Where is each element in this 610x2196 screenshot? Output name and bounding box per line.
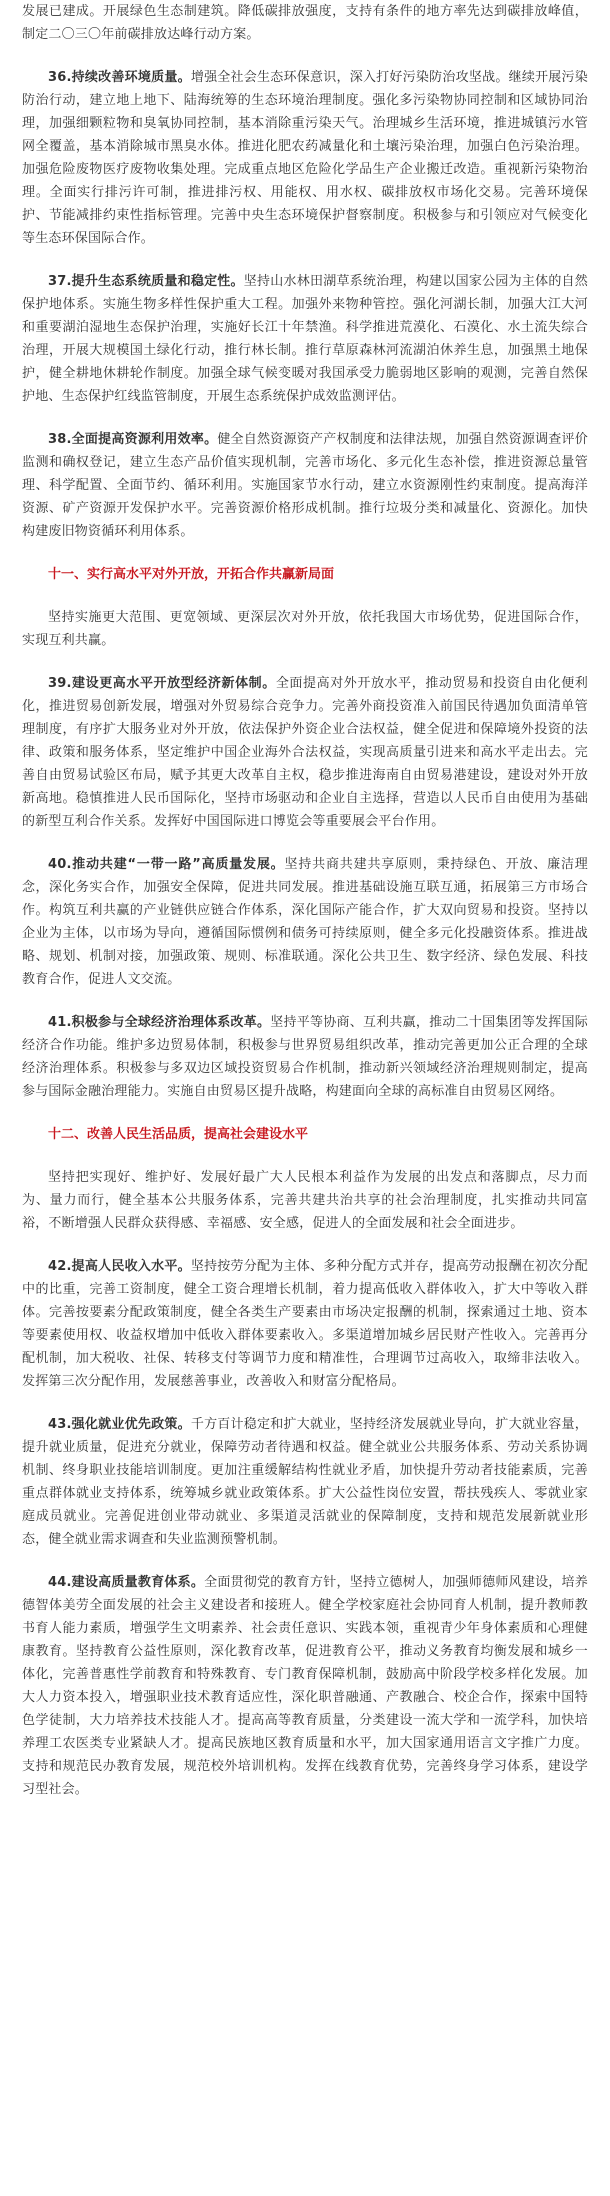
item-43-lead: 43.强化就业优先政策。 (48, 1417, 191, 1432)
item-36 (22, 66, 588, 250)
paragraph-gap (22, 1103, 588, 1123)
item-44-text: 全面贯彻党的教育方针，坚持立德树人，加强师德师风建设，培养德智体美劳全面发展的社会主义建设者和接班人。健全学校家庭社会协同育人机制，提升教师教书育人能力素质，增强学生文明素养、社会责任意识、实践本领，重视青少年身体素质和心理健康教育。坚持教育公益性原则，深化教育改革，促进教育公平，推动义务教育均衡发展和城乡一体化，完善普惠性学前教育和特殊教育、专门教育保障机制，鼓励高中阶段学校多样化发展。加大人力资本投入，增强职业技术教育适应性，深化职普融通、产教融合、校企合作，探索中国特色学徒制，大力培养技术技能人才。提高高等教育质量，分类建设一流大学和一流学科，加快培养理工农医类专业紧缺人才。提高民族地区教育质量和水平，加大国家通用语言文字推广力度。支持和规范民办教育发展，规范校外培训机构。发挥在线教育优势，完善终身学习体系，建设学习型社会。 (22, 1575, 588, 1797)
item-41-text: 坚持平等协商、互利共赢，推动二十国集团等发挥国际经济合作功能。维护多边贸易体制，积极参与世界贸易组织改革，推动完善更加公正合理的全球经济治理体系。积极参与多双边区域投资贸易合作机制，推动新兴领域经济治理规则制定，提高参与国际金融治理能力。实施自由贸易区提升战略，构建面向全球的高标准自由贸易区网络。 (22, 1015, 588, 1099)
item-44 (22, 1571, 588, 1801)
section-11-intro: 坚持实施更大范围、更宽领域、更深层次对外开放，依托我国大市场优势，促进国际合作，实现互利共赢。 (22, 610, 588, 648)
section-11-heading: 十一、实行高水平对外开放，开拓合作共赢新局面 (48, 567, 335, 582)
item-43 (22, 1413, 588, 1551)
item-37-text: 坚持山水林田湖草系统治理，构建以国家公园为主体的自然保护地体系。实施生物多样性保护重大工程。加强外来物种管控。强化河湖长制，加强大江大河和重要湖泊湿地生态保护治理，实施好长江十年禁渔。科学推进荒漠化、石漠化、水土流失综合治理，开展大规模国土绿化行动，推行林长制。推行草原森林河流湖泊休养生息，加强黑土地保护，健全耕地休耕轮作制度。加强全球气候变暖对我国承受力脆弱地区影响的观测，完善自然保护地、生态保护红线监管制度，开展生态系统保护成效监测评估。 (22, 274, 588, 404)
paragraph-gap (22, 991, 588, 1011)
item-44-lead: 44.建设高质量教育体系。 (48, 1575, 205, 1590)
paragraph-gap (22, 652, 588, 672)
item-39-text: 全面提高对外开放水平，推动贸易和投资自由化便利化，推进贸易创新发展，增强对外贸易综合竞争力。完善外商投资准入前国民待遇加负面清单管理制度，有序扩大服务业对外开放，依法保护外资企业合法权益，健全促进和保障境外投资的法律、政策和服务体系，坚定维护中国企业海外合法权益，实现高质量引进来和高水平走出去。完善自由贸易试验区布局，赋予其更大改革自主权，稳步推进海南自由贸易港建设，建设对外开放新高地。稳慎推进人民币国际化，坚持市场驱动和企业自主选择，营造以人民币自由使用为基础的新型互利合作关系。发挥好中国国际进口博览会等重要展会平台作用。 (22, 676, 588, 829)
section-12-heading: 十二、改善人民生活品质，提高社会建设水平 (48, 1127, 309, 1142)
paragraph-gap (22, 250, 588, 270)
section-12-intro: 坚持把实现好、维护好、发展好最广大人民根本利益作为发展的出发点和落脚点，尽力而为、量力而行，健全基本公共服务体系，完善共建共治共享的社会治理制度，扎实推动共同富裕，不断增强人民群众获得感、幸福感、安全感，促进人的全面发展和社会全面进步。 (22, 1170, 588, 1231)
item-37-lead: 37.提升生态系统质量和稳定性。 (48, 274, 244, 289)
intro-fragment: 发展已建成。开展绿色生态制建筑。降低碳排放强度，支持有条件的地方率先达到碳排放峰值，制定二〇三〇年前碳排放达峰行动方案。 (22, 4, 588, 42)
item-39-lead: 39.建设更高水平开放型经济新体制。 (48, 676, 276, 691)
paragraph-gap (22, 833, 588, 853)
item-36-text: 增强全社会生态环保意识，深入打好污染防治攻坚战。继续开展污染防治行动，建立地上地下、陆海统筹的生态环境治理制度。强化多污染物协同控制和区域协同治理，加强细颗粒物和臭氧协同控制，基本消除重污染天气。治理城乡生活环境，推进城镇污水管网全覆盖，基本消除城市黑臭水体。推进化肥农药减量化和土壤污染治理，加强白色污染治理。加强危险废物医疗废物收集处理。完成重点地区危险化学品生产企业搬迁改造。重视新污染物治理。全面实行排污许可制，推进排污权、用能权、用水权、碳排放权市场化交易。完善环境保护、节能减排约束性指标管理。完善中央生态环境保护督察制度。积极参与和引领应对气候变化等生态环保国际合作。 (22, 70, 588, 246)
item-40 (22, 853, 588, 991)
item-36-lead: 36.持续改善环境质量。 (48, 70, 191, 85)
paragraph-gap (22, 46, 588, 66)
item-42-lead: 42.提高人民收入水平。 (48, 1259, 191, 1274)
paragraph-gap (22, 1551, 588, 1571)
item-37 (22, 270, 588, 408)
item-43-text: 千方百计稳定和扩大就业，坚持经济发展就业导向，扩大就业容量，提升就业质量，促进充分就业，保障劳动者待遇和权益。健全就业公共服务体系、劳动关系协调机制、终身职业技能培训制度。更加注重缓解结构性就业矛盾，加快提升劳动者技能素质，完善重点群体就业支持体系，统筹城乡就业政策体系。扩大公益性岗位安置，帮扶残疾人、零就业家庭成员就业。完善促进创业带动就业、多渠道灵活就业的保障制度，支持和规范发展新就业形态，健全就业需求调查和失业监测预警机制。 (22, 1417, 588, 1547)
item-41-lead: 41.积极参与全球经济治理体系改革。 (48, 1015, 271, 1030)
item-40-text: 坚持共商共建共享原则，秉持绿色、开放、廉洁理念，深化务实合作，加强安全保障，促进共同发展。推进基础设施互联互通，拓展第三方市场合作。构筑互利共赢的产业链供应链合作体系，深化国际产能合作，扩大双向贸易和投资。坚持以企业为主体，以市场为导向，遵循国际惯例和债务可持续原则，健全多元化投融资体系。推进战略、规划、机制对接，加强政策、规则、标准联通。深化公共卫生、数字经济、绿色发展、科技教育合作，促进人文交流。 (22, 857, 588, 987)
paragraph-gap (22, 543, 588, 563)
item-40-lead: 40.推动共建“一带一路”高质量发展。 (48, 857, 285, 872)
paragraph-gap (22, 1235, 588, 1255)
paragraph-gap (22, 408, 588, 428)
item-42 (22, 1255, 588, 1393)
paragraph-gap (22, 1393, 588, 1413)
paragraph-gap (22, 586, 588, 606)
item-38 (22, 428, 588, 543)
item-41 (22, 1011, 588, 1103)
item-38-text: 健全自然资源资产产权制度和法律法规，加强自然资源调查评价监测和确权登记，建立生态产品价值实现机制，完善市场化、多元化生态补偿，推进资源总量管理、科学配置、全面节约、循环利用。实施国家节水行动，建立水资源刚性约束制度。提高海洋资源、矿产资源开发保护水平。完善资源价格形成机制。推行垃圾分类和减量化、资源化。加快构建废旧物资循环利用体系。 (22, 432, 588, 539)
item-42-text: 坚持按劳分配为主体、多种分配方式并存，提高劳动报酬在初次分配中的比重，完善工资制度，健全工资合理增长机制，着力提高低收入群体收入，扩大中等收入群体。完善按要素分配政策制度，健全各类生产要素由市场决定报酬的机制，探索通过土地、资本等要素使用权、收益权增加中低收入群体要素收入。多渠道增加城乡居民财产性收入。完善再分配机制，加大税收、社保、转移支付等调节力度和精准性，合理调节过高收入，取缔非法收入。发挥第三次分配作用，发展慈善事业，改善收入和财富分配格局。 (22, 1259, 588, 1389)
paragraph-gap (22, 1146, 588, 1166)
item-38-lead: 38.全面提高资源利用效率。 (48, 432, 218, 447)
item-39 (22, 672, 588, 833)
